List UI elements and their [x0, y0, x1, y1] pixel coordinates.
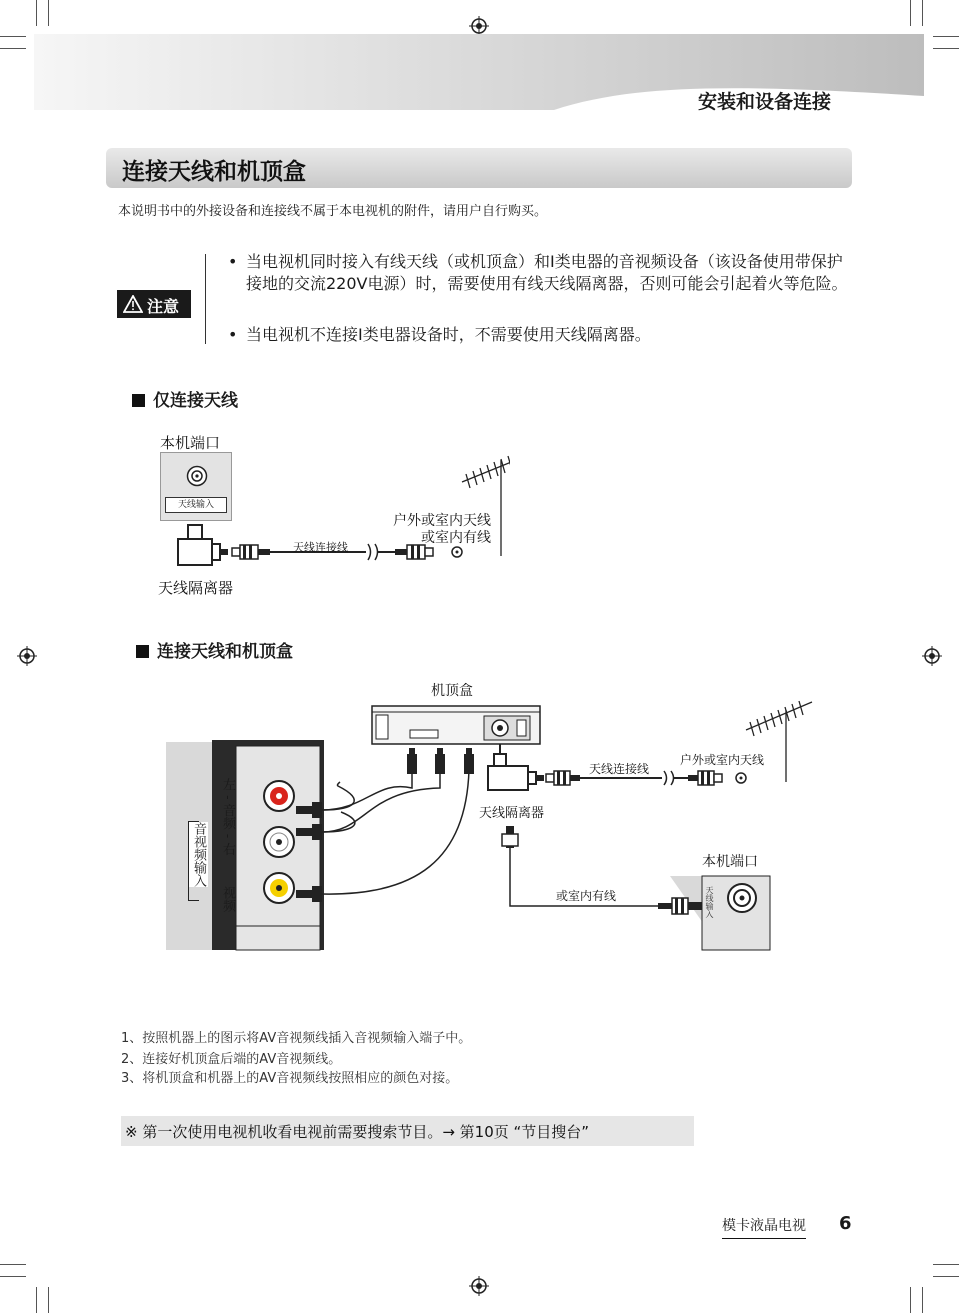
- rca-video-jack-icon: [264, 873, 294, 903]
- diagram1-heading: 仅连接天线: [132, 386, 238, 411]
- step-item: 3、将机顶盒和机器上的AV音视频线按照相应的颜色对接。: [121, 1071, 459, 1086]
- rca-audio-right-jack-icon: [264, 781, 294, 811]
- diagram1-antenna-line2: 或室内有线: [421, 530, 491, 546]
- diagram1-port-label: 本机端口: [160, 434, 221, 452]
- diagram2-antenna-label: 户外或室内天线: [680, 753, 765, 767]
- isolator-icon: [178, 525, 228, 565]
- caution-divider: [205, 254, 206, 344]
- note-text: ※ 第一次使用电视机收看电视前需要搜索节目。→ 第10页 “节目搜台”: [125, 1123, 590, 1141]
- step-item: 1、按照机器上的图示将AV音视频线插入音视频输入端子中。: [121, 1031, 472, 1046]
- diagram2-heading: 连接天线和机顶盒: [136, 637, 293, 662]
- caution-item: • 当电视机同时接入有线天线（或机顶盒）和I类电器的音视频设备（该设备使用带保护接地的交流220V电源）时，需要使用有线天线隔离器，否则可能会引起着火等危险。: [228, 251, 848, 295]
- diagram1-antenna-line1: 户外或室内天线: [393, 513, 491, 529]
- header-section-title: 安装和设备连接: [698, 91, 832, 113]
- cable-plug-icon: [688, 771, 722, 785]
- cable-plug-icon: [546, 771, 580, 785]
- diagram1-isolator-label: 天线隔离器: [158, 579, 234, 597]
- diagram1-cable-label: 天线连接线: [293, 541, 348, 554]
- set-top-box-icon: [372, 706, 540, 744]
- diagram1-port-text: 天线输入: [165, 497, 227, 513]
- rca-audio-left-jack-icon: [264, 827, 294, 857]
- cable-plug-icon: [232, 545, 270, 559]
- registration-mark-icon: [922, 646, 942, 666]
- diagram2-port-label: 本机端口: [702, 854, 758, 870]
- diagram2-illustration: [166, 700, 816, 952]
- note-box: [121, 1116, 694, 1146]
- registration-mark-icon: [469, 16, 489, 36]
- isolator-icon: [488, 744, 544, 790]
- step-item: 2、连接好机顶盒后端的AV音视频线。: [121, 1052, 342, 1067]
- diagram2-stb-label: 机顶盒: [431, 683, 473, 699]
- caution-label: 注意: [147, 297, 180, 316]
- cable-plug-icon: [395, 545, 433, 559]
- page-title-bar: [106, 148, 852, 188]
- caution-item: • 当电视机不连接I类电器设备时，不需要使用天线隔离器。: [228, 324, 848, 346]
- footer-product: 模卡液晶电视: [722, 1215, 806, 1239]
- caution-badge: [117, 290, 191, 318]
- page-number: 6: [839, 1213, 852, 1234]
- registration-mark-icon: [17, 646, 37, 666]
- page-title: 连接天线和机顶盒: [122, 159, 306, 185]
- diagram2-isolator-label: 天线隔离器: [479, 806, 545, 821]
- diagram2-av-title: 音视频输入: [191, 822, 206, 887]
- antenna-icon: [746, 701, 812, 782]
- intro-text: 本说明书中的外接设备和连接线不属于本电视机的附件，请用户自行购买。: [118, 204, 548, 219]
- diagram2-port-text: 天线输入: [705, 886, 714, 918]
- registration-mark-icon: [469, 1276, 489, 1296]
- warning-icon: [123, 295, 143, 313]
- diagram2-av-video: 视频: [220, 886, 235, 912]
- diagram2-cable-label: 天线连接线: [589, 762, 650, 776]
- diagram2-indoor-label: 或室内有线: [556, 889, 617, 903]
- diagram2-av-audio: 左 - 音频 - 右: [220, 778, 235, 856]
